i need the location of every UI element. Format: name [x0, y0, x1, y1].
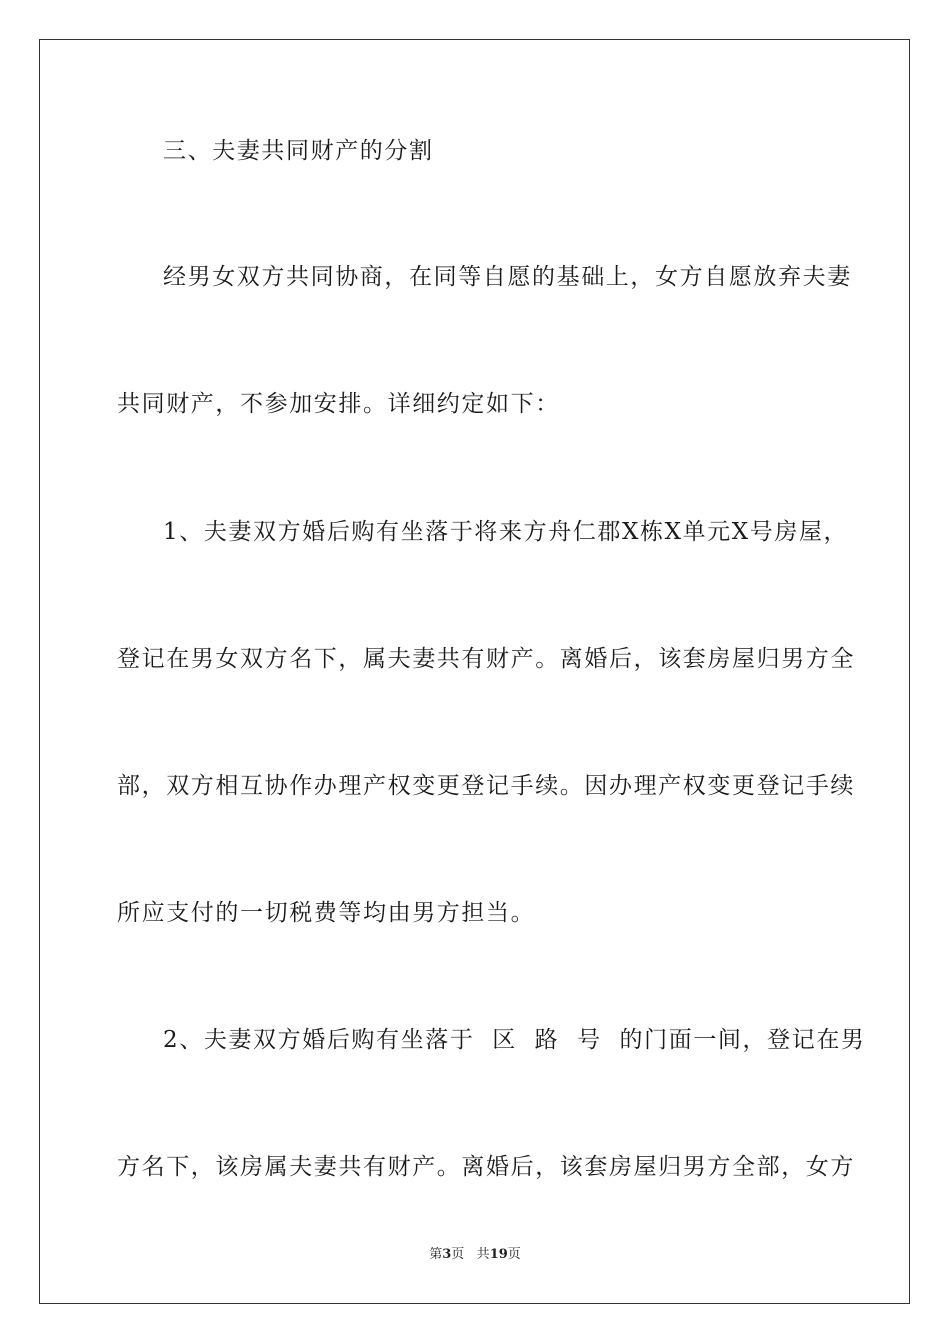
paragraph-line: 所应支付的一切税费等均由男方担当。 [117, 900, 536, 926]
paragraph-line: 登记在男女双方名下，属夫妻共有财产。离婚后，该套房屋归男方全 [117, 646, 855, 672]
page-footer [0, 1246, 950, 1264]
footer-total-number: 19 [489, 1247, 508, 1262]
paragraph-line: 2、夫妻双方婚后购有坐落于 区 路 号 的门面一间，登记在男 [163, 1027, 866, 1053]
footer-page-prefix: 第 [429, 1247, 443, 1262]
footer-page-number: 3 [442, 1247, 452, 1262]
paragraph-line: 方名下，该房属夫妻共有财产。离婚后，该套房屋归男方全部，女方 [117, 1154, 855, 1180]
paragraph-line: 共同财产，不参加安排。详细约定如下： [117, 391, 560, 417]
footer-total-prefix: 共 [476, 1247, 490, 1262]
section-heading: 三、夫妻共同财产的分割 [163, 138, 434, 164]
paragraph-line: 经男女双方共同协商，在同等自愿的基础上，女方自愿放弃夫妻 [163, 264, 852, 290]
footer-total-suffix: 页 [507, 1247, 521, 1262]
footer-page-suffix: 页 [451, 1247, 465, 1262]
paragraph-line: 1、夫妻双方婚后购有坐落于将来方舟仁郡X栋X单元X号房屋， [163, 519, 849, 545]
paragraph-line: 部，双方相互协作办理产权变更登记手续。因办理产权变更登记手续 [117, 773, 855, 799]
